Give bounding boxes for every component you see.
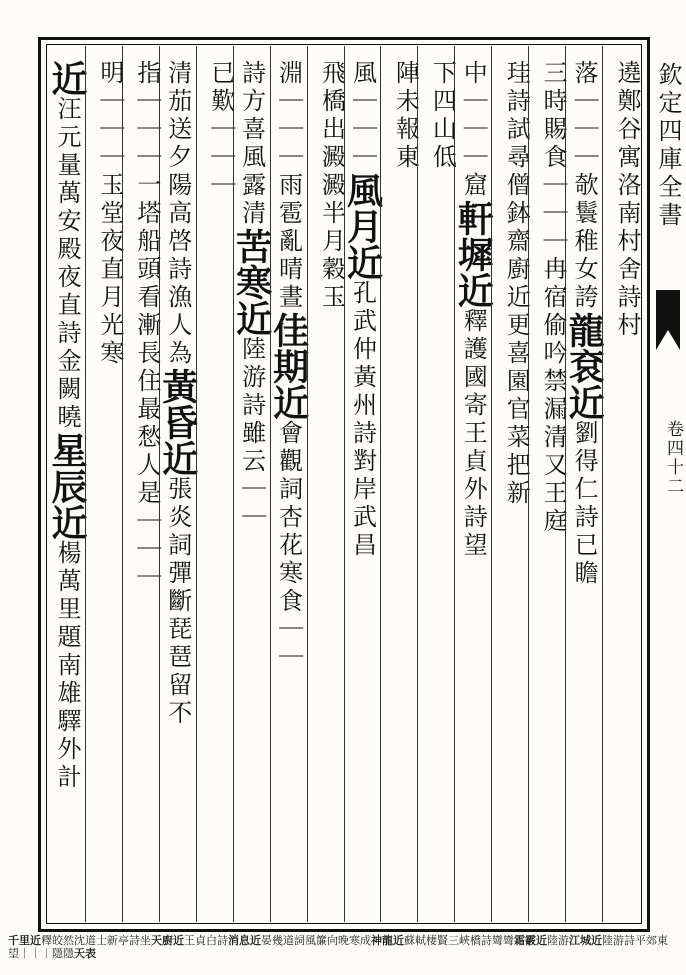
column-text: [418, 60, 457, 172]
column-text: [230, 60, 273, 532]
entry-text: 風｜｜｜: [348, 60, 377, 172]
entry-heading: 千里近: [8, 934, 41, 947]
entry-text: 汪元量萬安殿夜直詩金闕曉: [52, 96, 81, 432]
entry-text: 住最愁人是｜｜｜: [132, 368, 161, 592]
column-text: [603, 60, 639, 340]
entry-text: 劉得仁詩已瞻: [570, 420, 599, 588]
margin-book-title: 欽定四庫全書: [654, 62, 682, 230]
column-text: [156, 60, 199, 728]
entry-heading: 苦寒近: [230, 228, 273, 336]
entry-text: 王貞白詩: [184, 934, 228, 947]
entry-text: 楊萬里題南雄驛外計: [52, 540, 81, 792]
column-text: [563, 60, 606, 588]
additional-entries: [0, 934, 686, 974]
entry-heading: 天廚近: [151, 934, 184, 947]
entry-text: 蘇軾棲賢三峽橋詩彎彎: [404, 934, 514, 947]
entry-heading: 天表: [74, 947, 96, 960]
entry-text: 中｜｜｜窟: [459, 60, 488, 200]
text-column: [85, 46, 122, 922]
entry-text: 陸游詩平郊東望｜｜｜隱隱: [8, 934, 668, 960]
text-column: [196, 46, 233, 922]
entry-text: 珪詩試尋僧鉢齋廚近更喜園官菜把新: [502, 60, 531, 508]
entry-heading: 星辰近: [45, 432, 88, 540]
entry-text: 晏幾道詞風簾向晚寒成: [261, 934, 371, 947]
text-column: [156, 46, 199, 922]
column-text: [341, 60, 384, 560]
entry-text: 下四山低: [428, 60, 457, 172]
entry-heading: 霜霰近: [514, 934, 547, 947]
entry-text: 詩方喜風露清: [237, 60, 266, 228]
entry-text: 飛橋出澱澱半月穀玉: [317, 60, 346, 312]
text-column: [380, 46, 420, 922]
text-column: [452, 46, 495, 922]
entry-text: 陣未報東: [391, 60, 420, 172]
entry-text: 釋護國寄王貞外詩望: [459, 308, 488, 560]
column-text: [45, 60, 88, 792]
column-text: [381, 60, 420, 172]
entry-heading: 消息近: [228, 934, 261, 947]
entry-text: 清茄送夕陽高啓詩漁人為: [163, 60, 192, 368]
margin-volume-number: 卷四十二: [663, 420, 683, 496]
entry-heading: 黃昏近: [156, 368, 199, 476]
entry-heading: 軒墀近: [452, 200, 495, 308]
column-text: [492, 60, 531, 508]
entry-text: 孔武仲黃州詩對岸武昌: [348, 280, 377, 560]
entry-heading: 風月近: [341, 172, 384, 280]
text-column: [341, 46, 384, 922]
text-column: [602, 46, 639, 922]
text-column: [528, 46, 568, 922]
text-columns: [45, 46, 641, 922]
entry-text: 陸游: [547, 934, 569, 947]
entry-heading: 近: [45, 60, 88, 96]
entry-heading: 江城近: [569, 934, 602, 947]
text-column: [491, 46, 531, 922]
text-column: [307, 46, 344, 922]
text-column: [45, 46, 88, 922]
column-text: [452, 60, 495, 560]
column-text: [86, 60, 122, 368]
text-column: [417, 46, 457, 922]
column-text: [267, 60, 310, 672]
column-text: [197, 60, 233, 200]
column-text: [123, 60, 159, 592]
entry-text: 張炎詞彈斷琵琶留不: [163, 476, 192, 728]
entry-text: 三時賜食｜｜｜冉宿偷吟禁漏清又王庭: [539, 60, 568, 536]
entry-text: 指｜｜｜一塔船頭看漸長: [132, 60, 161, 368]
fishtail-ornament-icon: [650, 290, 686, 350]
entry-text: 落｜｜｜欹鬟稚女誇: [570, 60, 599, 312]
entry-text: 釋皎然沈道士新亭詩坐: [41, 934, 151, 947]
text-column: [230, 46, 273, 922]
entry-heading: 佳期近: [267, 312, 310, 420]
entry-heading: 龍袞近: [563, 312, 606, 420]
entry-text: 會觀詞杏花寒食｜｜: [274, 420, 303, 672]
column-text: [529, 60, 568, 536]
entry-text: 淵｜｜｜雨雹亂晴晝: [274, 60, 303, 312]
column-text: [308, 60, 344, 312]
entry-text: 明｜｜｜玉堂夜直月光寒: [95, 60, 124, 368]
entry-text: 遶鄭谷寓洛南村舍詩村: [613, 60, 641, 340]
text-column: [122, 46, 159, 922]
text-column: [267, 46, 310, 922]
entry-text: 已歎｜｜｜: [206, 60, 235, 200]
text-column: [563, 46, 606, 922]
entry-text: 陸游詩雖云｜｜: [237, 336, 266, 532]
entry-heading: 神龍近: [371, 934, 404, 947]
